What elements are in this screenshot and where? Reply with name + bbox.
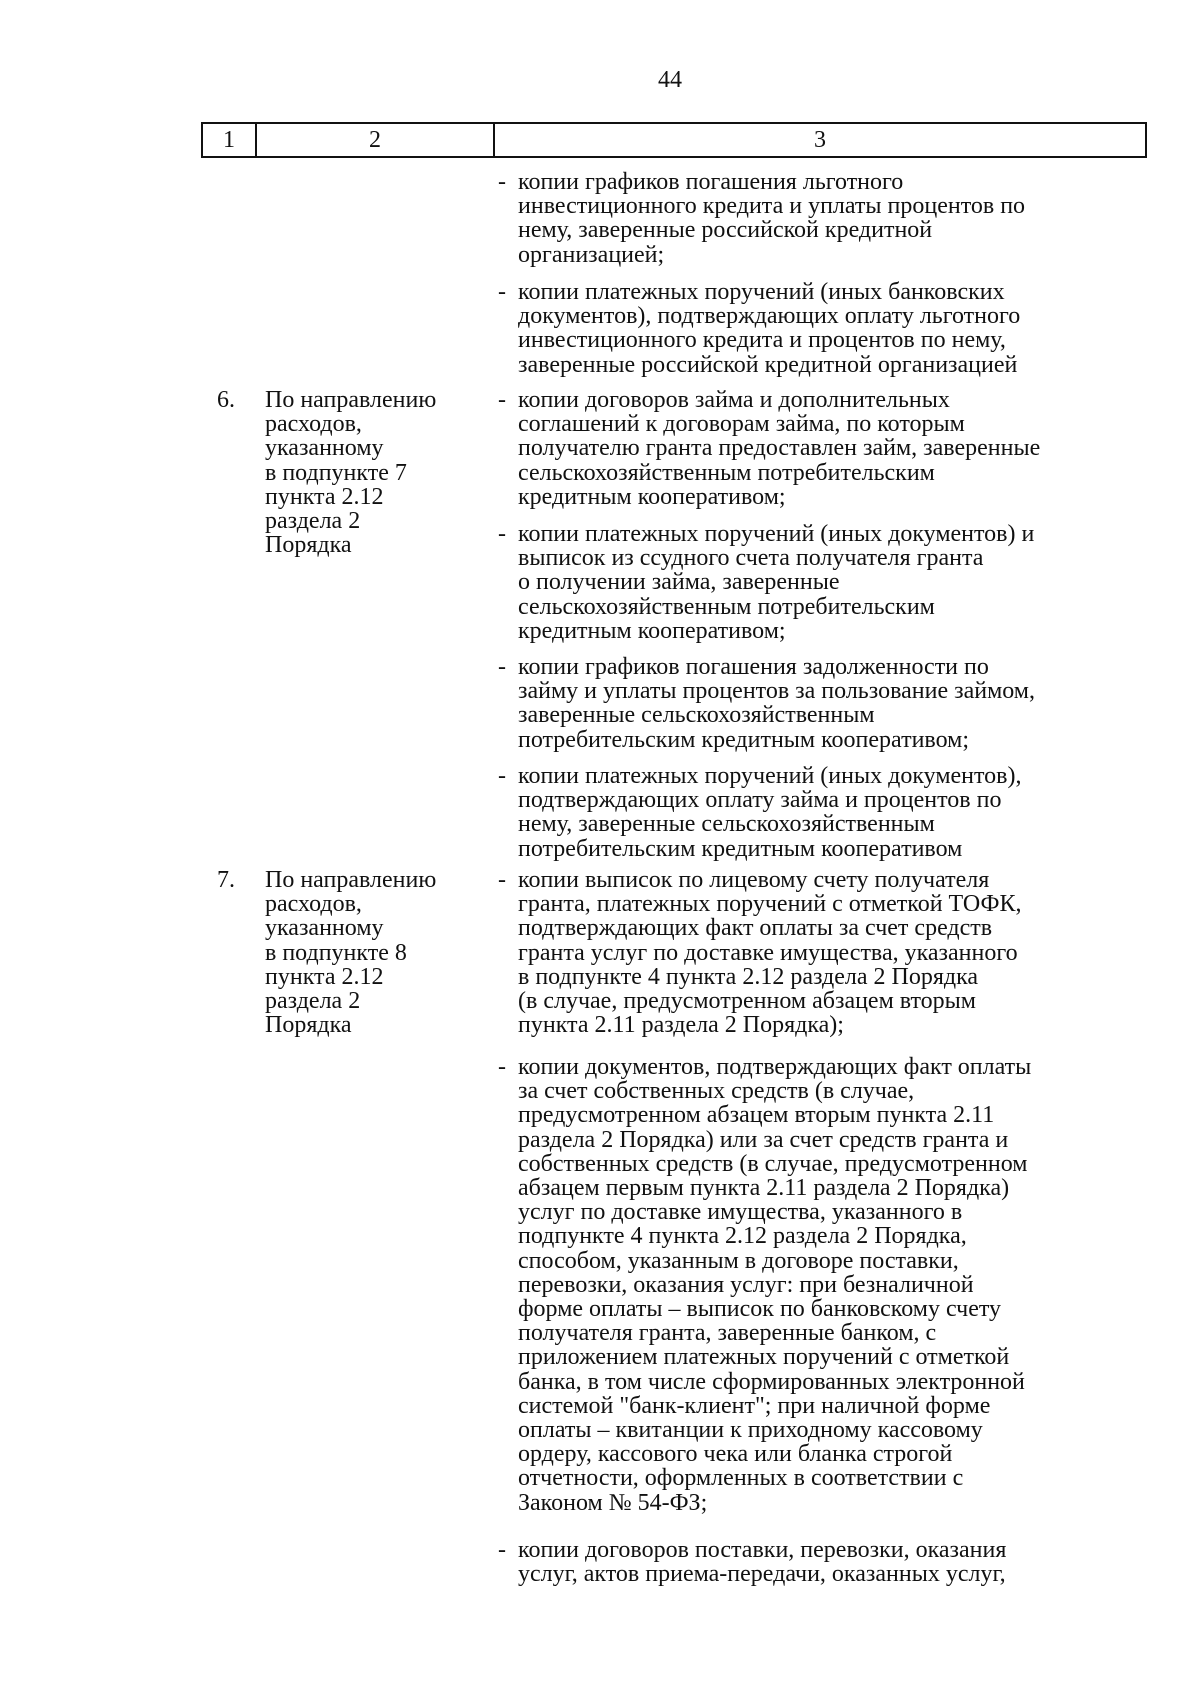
row-label-6 — [265, 388, 495, 557]
item-line: перевозки, оказания услуг: при безналичной — [518, 1271, 974, 1298]
document-item — [498, 170, 1148, 267]
bullet-dash: - — [498, 521, 506, 547]
item-line: выписок из ссудного счета получателя гранта — [518, 545, 984, 572]
table-header-row — [201, 122, 1147, 158]
item-line: копии платежных поручений (иных документов) и — [518, 521, 1035, 547]
item-line: соглашений к договорам займа, по которым — [518, 411, 965, 438]
item-line: копии договоров займа и дополнительных — [518, 387, 950, 413]
label-line: в подпункте 7 — [265, 459, 407, 486]
item-line: документов), подтверждающих оплату льготного — [518, 303, 1021, 330]
bullet-dash: - — [498, 387, 506, 413]
page-number: 44 — [658, 67, 682, 93]
item-line: копии графиков погашения задолженности по — [518, 654, 989, 680]
bullet-dash: - — [498, 1054, 506, 1080]
item-line: способом, указанным в договоре поставки, — [518, 1247, 959, 1274]
item-line: гранта услуг по доставке имущества, указанного — [518, 939, 1018, 966]
item-line: подтверждающих факт оплаты за счет средств — [518, 915, 993, 942]
bullet-dash: - — [498, 654, 506, 680]
item-line: заверенные сельскохозяйственным — [518, 702, 875, 729]
document-item — [498, 764, 1148, 861]
item-line: копии платежных поручений (иных банковских — [518, 279, 1005, 305]
bullet-dash: - — [498, 1537, 506, 1563]
item-line: копии документов, подтверждающих факт оплаты — [518, 1054, 1032, 1080]
item-line: нему, заверенные сельскохозяйственным — [518, 811, 935, 838]
item-line: инвестиционного кредита и уплаты процентов по — [518, 193, 1026, 220]
item-line: форме оплаты – выписок по банковскому счету — [518, 1296, 1002, 1323]
item-line: копии графиков погашения льготного — [518, 169, 904, 195]
item-line: инвестиционного кредита и процентов по нему, — [518, 327, 1006, 354]
document-item — [498, 522, 1148, 643]
item-line: копии договоров поставки, перевозки, оказания — [518, 1537, 1007, 1563]
bullet-dash: - — [498, 279, 506, 305]
item-line: сельскохозяйственным потребительским — [518, 593, 935, 620]
bullet-dash: - — [498, 169, 506, 195]
item-line: получателю гранта предоставлен займ, заверенные — [518, 435, 1041, 462]
row-label-7 — [265, 868, 495, 1037]
item-line: потребительским кредитным кооперативом — [518, 835, 963, 862]
item-line: раздела 2 Порядка) или за счет средств гранта и — [518, 1126, 1009, 1153]
label-line: По направлению — [265, 867, 437, 893]
label-line: Порядка — [265, 532, 352, 559]
item-line: услуг по доставке имущества, указанного в — [518, 1199, 963, 1226]
label-line: Порядка — [265, 1012, 352, 1039]
label-line: расходов, — [265, 411, 362, 438]
item-line: услуг, актов приема-передачи, оказанных услуг, — [518, 1561, 1006, 1588]
item-line: за счет собственных средств (в случае, — [518, 1078, 915, 1105]
item-line: банка, в том числе сформированных электронной — [518, 1368, 1025, 1395]
item-line: Законом № 54-ФЗ; — [518, 1489, 708, 1516]
row-number-7: 7. — [217, 867, 235, 893]
item-line: гранта, платежных поручений с отметкой ТОФК, — [518, 891, 1022, 918]
label-line: По направлению — [265, 387, 437, 413]
document-item — [498, 1538, 1148, 1586]
item-line: копии платежных поручений (иных документов), — [518, 763, 1022, 789]
column-header-1: 1 — [203, 124, 257, 156]
label-line: указанному — [265, 435, 384, 462]
label-line: указанному — [265, 915, 384, 942]
label-line: расходов, — [265, 891, 362, 918]
row-number-6: 6. — [217, 387, 235, 413]
label-line: пункта 2.12 — [265, 963, 384, 990]
document-item — [498, 868, 1148, 1037]
column-header-3: 3 — [814, 127, 826, 153]
item-line: организацией; — [518, 241, 665, 268]
item-line: подпункте 4 пункта 2.12 раздела 2 Порядка, — [518, 1223, 967, 1250]
item-line: нему, заверенные российской кредитной — [518, 217, 933, 244]
item-line: ордеру, кассового чека или бланка строгой — [518, 1441, 953, 1468]
item-line: о получении займа, заверенные — [518, 569, 840, 596]
document-item — [498, 280, 1148, 377]
bullet-dash: - — [498, 867, 506, 893]
item-line: предусмотренном абзацем вторым пункта 2.11 — [518, 1102, 995, 1129]
item-line: потребительским кредитным кооперативом; — [518, 726, 969, 753]
document-item — [498, 655, 1148, 752]
item-line: подтверждающих оплату займа и процентов по — [518, 787, 1002, 814]
document-item — [498, 1055, 1148, 1515]
item-line: приложением платежных поручений с отметкой — [518, 1344, 1010, 1371]
label-line: пункта 2.12 — [265, 483, 384, 510]
bullet-dash: - — [498, 763, 506, 789]
label-line: раздела 2 — [265, 988, 361, 1015]
column-header-2: 2 — [257, 124, 495, 156]
label-line: в подпункте 8 — [265, 939, 407, 966]
item-line: абзацем первым пункта 2.11 раздела 2 Порядка) — [518, 1175, 1010, 1202]
item-line: (в случае, предусмотренном абзацем вторым — [518, 988, 976, 1015]
item-line: пункта 2.11 раздела 2 Порядка); — [518, 1012, 844, 1039]
item-line: в подпункте 4 пункта 2.12 раздела 2 Порядка — [518, 963, 979, 990]
item-line: собственных средств (в случае, предусмотренном — [518, 1150, 1028, 1177]
item-line: отчетности, оформленных в соответствии с — [518, 1465, 964, 1492]
item-line: заверенные российской кредитной организацией — [518, 351, 1018, 378]
item-line: сельскохозяйственным потребительским — [518, 459, 935, 486]
label-line: раздела 2 — [265, 508, 361, 535]
item-line: кредитным кооперативом; — [518, 617, 786, 644]
item-line: копии выписок по лицевому счету получателя — [518, 867, 990, 893]
item-line: оплаты – квитанции к приходному кассовому — [518, 1417, 983, 1444]
document-item — [498, 388, 1148, 509]
item-line: кредитным кооперативом; — [518, 483, 786, 510]
item-line: займу и уплаты процентов за пользование займом, — [518, 678, 1035, 705]
item-line: системой "банк-клиент"; при наличной форме — [518, 1392, 991, 1419]
item-line: получателя гранта, заверенные банком, с — [518, 1320, 937, 1347]
